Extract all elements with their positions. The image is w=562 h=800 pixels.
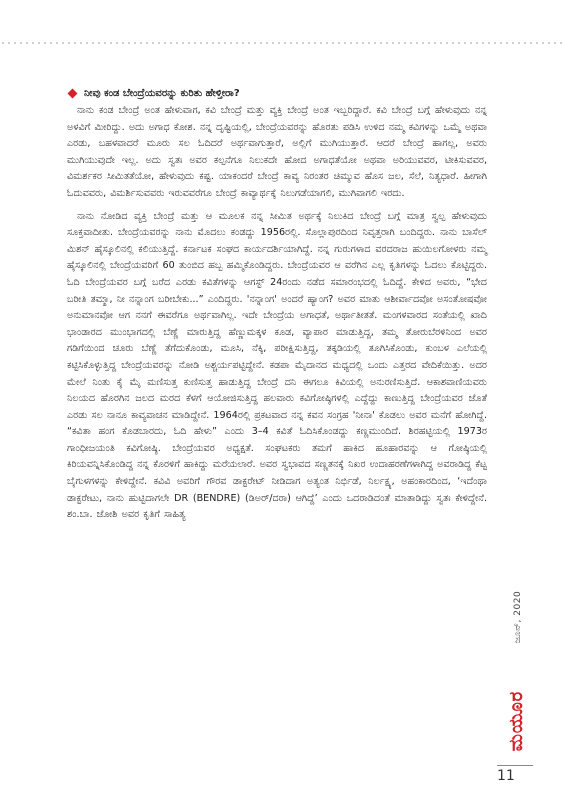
dotted-header-rule [0,40,562,46]
article-body [67,86,487,530]
interview-question [67,86,487,101]
magazine-logo: ಮಯೂರ [506,690,527,752]
magazine-sidebar [503,540,529,750]
diamond-bullet-icon [68,89,78,99]
answer-paragraph-2: ನಾನು ನೋಡಿದ ವ್ಯಕ್ತಿ ಬೇಂದ್ರೆ ಮತ್ತು ಆ ಮೂಲಕ ನನ್ನ ಸೀಮಿತ ಅರ್ಥಕ್ಕೆ ನಿಲುಕಿದ ಬೇಂದ್ರೆ ಬಗ್ಗೆ ಮಾತ್ರ ಸ್ವಲ್ಪ ಹೇಳುವುದು ಸೂಕ್ತವಾದೀತು. ಬೇಂದ್ರೆಯವರನ್ನು ನಾನು ಮೊದಲು ಕಂಡದ್ದು 1956ರಲ್ಲಿ. ಸೊಲ್ಲಾಪುರದಿಂದ ನಿವೃತ್ತರಾಗಿ ಬಂದಿದ್ದರು. ನಾನು ಬಾಸೆಲ್ ಮಿಶನ್ ಹೈಸ್ಕೂಲಿನಲ್ಲಿ ಕಲಿಯುತ್ತಿದ್ದೆ. ಕರ್ನಾಟಕ ಸಂಘದ ಕಾರ್ಯದರ್ಶಿಯಾಗಿದ್ದೆ. ನನ್ನ ಗುರುಗಳಾದ ವರದರಾಜ ಹುಯಿಲಗೋಳರು ನಮ್ಮ ಹೈಸ್ಕೂಲಿನಲ್ಲಿ ಬೇಂದ್ರೆಯವರಿಗೆ 60 ತುಂಬಿದ ಹಬ್ಬ ಹಮ್ಮಿಕೊಂಡಿದ್ದರು. ಬೇಂದ್ರೆಯವರ ಆ ವರೆಗಿನ ಎಲ್ಲ ಕೃತಿಗಳನ್ನು ಓದಲು ಕೊಟ್ಟಿದ್ದರು. ಓದಿ ಬೇಂದ್ರೆಯವರ ಬಗ್ಗೆ ಬರೆದ ಎರಡು ಕವಿತೆಗಳನ್ನು ಆಗಸ್ಟ್ 24ರಂದು ನಡೆದ ಸಮಾರಂಭದಲ್ಲಿ ಓದಿದ್ದೆ. ಕೇಳಿದ ಅವರು, “ಭೇದ ಬರೀತಿ ತಮ್ಮಾ, ನೀ ನನ್ನಾಂಗ ಬರೀಬೇಕು...” ಎಂದಿದ್ದರು. 'ನನ್ನಾಂಗ' ಅಂದರೆ ಹ್ಯಾಂಗ? ಅವರ ಮಾತು ಆಶೀರ್ವಾದವೋ ಅಸಂತೋಷವೋ ಅನುಮಾನವೋ ಆಗ ನನಗೆ ಈವರೆಗೂ ಅರ್ಥವಾಗಿಲ್ಲ. ಇದೇ ಬೇಂದ್ರೆಯ ಅಗಾಧತೆ, ಅರ್ಥಾತೀತತೆ. ಮಂಗಳವಾರದ ಸಂತೆಯಲ್ಲಿ ಖಾದಿ ಭಾಂಡಾರದ ಮುಂಭಾಗದಲ್ಲಿ ಬೆಣ್ಣೆ ಮಾರುತ್ತಿದ್ದ ಹೆಣ್ಣುಮಕ್ಕಳ ಕೂಡ, ವ್ಯಾಪಾರ ಮಾಡುತ್ತಿದ್ದ, ತಮ್ಮ ತೋರುಬೆರಳಿನಿಂದ ಅವರ ಗಡಿಗೆಯಿಂದ ಚೂರು ಬೆಣ್ಣೆ ತೆಗೆದುಕೊಂಡು, ಮೂಸಿ, ನೆಕ್ಕಿ, ಪರೀಕ್ಷಿಸುತ್ತಿದ್ದ, ತಕ್ಕಡಿಯಲ್ಲಿ ತೂಗಿಸಿಕೊಂಡು, ಕುಂಬಳ ಎಲೆಯಲ್ಲಿ ಕಟ್ಟಿಸಿಕೊಳ್ಳುತ್ತಿದ್ದ ಬೇಂದ್ರೆಯವರನ್ನು ನೋಡಿ ಅಶ್ಚರ್ಯಪಟ್ಟಿದ್ದೇನೆ. ಕಡಪಾ ಮೈದಾನದ ಮಧ್ಯದಲ್ಲಿ ಒಂದು ಎತ್ತರದ ವೇದಿಕೆಯಿತ್ತು. ಅದರ ಮೇಲೆ ನಿಂತು ಕೈ ಮೈ ಮಣಿಸುತ್ತ ಕುಣಿಸುತ್ತ ಹಾಡುತ್ತಿದ್ದ ಬೇಂದ್ರೆ ದನಿ ಈಗಲೂ ಕಿವಿಯಲ್ಲಿ ಅನುರಣಿಸುತ್ತಿದೆ. ಆಕಾಶವಾಣಿಯವರು ನಿಲಯದ ಹೊರಗಿನ ಜಲದ ಮರದ ಕೆಳಗೆ ಆಯೋಜಿಸುತ್ತಿದ್ದ ಹಲವಾರು ಕವಿಗೋಷ್ಠಿಗಳಲ್ಲಿ ಎದ್ದೆದ್ದು ಕಾಣುತ್ತಿದ್ದ ಬೇಂದ್ರೆಯವರ ಜೊತೆ ಎರಡು ಸಲ ನಾನೂ ಕಾವ್ಯವಾಚನ ಮಾಡಿದ್ದೇನೆ. 1964ರಲ್ಲಿ ಪ್ರಕಟವಾದ ನನ್ನ ಕವನ ಸಂಗ್ರಹ 'ನೀನಾ' ಕೊಡಲು ಅವರ ಮನೆಗೆ ಹೋಗಿದ್ದೆ. “ಕವಿತಾ ಹಂಗ ಕೊಡಬಾರದು, ಓದಿ ಹೇಳು” ಎಂದು 3–4 ಕವಿತೆ ಓದಿಸಿಕೊಂಡದ್ದು ಕಣ್ಣಮುಂದಿದೆ. ಶಿರಹಟ್ಟಿಯಲ್ಲಿ 1973ರ ಗಾಂಧೀಜಯಂತಿ ಕವಿಗೋಷ್ಠಿ. ಬೇಂದ್ರೆಯವರ ಅಧ್ಯಕ್ಷತೆ. ಸಂಘಟಕರು ತಮಗೆ ಹಾಕಿದ ಹೂಹಾರವನ್ನು ಆ ಗೋಷ್ಠಿಯಲ್ಲಿ ಕಿರಿಯವನ್ನಿಸಿಕೊಂಡಿದ್ದ ನನ್ನ ಕೊರಳಿಗೆ ಹಾಕಿದ್ದು ಮರೆಯಲಾರೆ. ಅವರ ಸ್ವಭಾವದ ಸಣ್ಣತನಕ್ಕೆ ನಿಖರ ಉದಾಹರಣೆಗಳಾಗಿದ್ದ ಅವರಾಡಿದ್ದ ಕೆಟ್ಟ ಬೈಗುಳಗಳನ್ನು ಕೇಳಿದ್ದೇನೆ. ಕವಿವಿ ಅವರಿಗೆ ಗೌರವ ಡಾಕ್ಟರೇಟ್ ನೀಡಿದಾಗ ಅತ್ಯಂತ ನಿರ್ಭಿಡೆ, ನಿರ್ಲಕ್ಷ್ಯ, ಅಹಂಕಾರದಿಂದ, ‘ಇದೆಂಥಾ ಡಾಕ್ಟರೇಟು, ನಾನು ಹುಟ್ಟಿದಾಗಲೇ DR (BENDRE) (ಡಿಅರ್/ದರಾ) ಆಗಿದ್ದೆ’ ಎಂದು ಒದರಾಡಿದಂತೆ ಮಾತಾಡಿದ್ದು ಸ್ವತಃ ಕೇಳಿದ್ದೇನೆ. ಶಂ.ಬಾ. ಜೋಶಿ ಅವರ ಕೃತಿಗೆ ಸಾಹಿತ್ಯ [67,210,487,521]
issue-date: ಜೂನ್, 2020 [513,590,523,644]
question-text: ನೀವು ಕಂಡ ಬೇಂದ್ರೆಯವರನ್ನು ಕುರಿತು ಹೇಳ್ತೀರಾ? [84,88,240,99]
answer-paragraph-1: ನಾನು ಕಂಡ ಬೇಂದ್ರೆ ಅಂತ ಹೇಳುವಾಗ, ಕವಿ ಬೇಂದ್ರೆ ಮತ್ತು ವ್ಯಕ್ತಿ ಬೇಂದ್ರೆ ಅಂತ ಇಬ್ಬರಿದ್ದಾರೆ. ಕವಿ ಬೇಂದ್ರೆ ಬಗ್ಗೆ ಹೇಳುವುದು ನನ್ನ ಅಳವಿಗೆ ಮೀರಿದ್ದು. ಅದು ಅಗಾಧ ಕೋಶ. ನನ್ನ ದೃಷ್ಟಿಯಲ್ಲಿ, ಬೇಂದ್ರೆಯವರನ್ನು ಹೊರತು ಪಡಿಸಿ ಉಳಿದ ನಮ್ಮ ಕವಿಗಳನ್ನು ಒಮ್ಮೆ ಅಥವಾ ಎರಡು, ಬಹಳವಾದರೆ ಮೂರು ಸಲ ಓದಿದರೆ ಅರ್ಥವಾಗುತ್ತಾರೆ, ಅಲ್ಲಿಗೆ ಮುಗಿಯುತ್ತಾರೆ. ಆದರೆ ಬೇಂದ್ರೆ ಹಾಗಲ್ಲ, ಅವರು ಮುಗಿಯುವುದೇ ಇಲ್ಲ. ಅದು ಸ್ವತಃ ಅವರ ಕಲ್ಪನೆಗೂ ನಿಲುಕದೇ ಹೋದ ಅಗಾಧತೆಯೋ ಅಥವಾ ಅರಿಯುವವರ, ಟೀಕಿಸುವವರ, ವಿಮರ್ಶಕರ ಸೀಮಿತತೆಯೋ, ಹೇಳುವುದು ಕಷ್ಟ. ಯಾಕಂದರೆ ಬೇಂದ್ರೆ ಕಾವ್ಯ ನಿರಂತರ ಚಿಮ್ಮುವ ಹೊಸ ಜಲ, ಸೆಲೆ, ನಿತ್ಯಧಾರೆ. ಹೀಗಾಗಿ ಓದುವವರು, ವಿಮರ್ಶಿಸುವವರು ಇರುವವರೆಗೂ ಬೇಂದ್ರೆ ಕಾವ್ಯಾರ್ಥಕ್ಕೆ ನಿಲುಗಡೆಯಾಗಲಿ, ಮುಗಿವಾಗಲಿ ಇರದು. [67,105,487,199]
page-number: 11 [497,768,515,784]
page-number-rule [497,765,533,766]
